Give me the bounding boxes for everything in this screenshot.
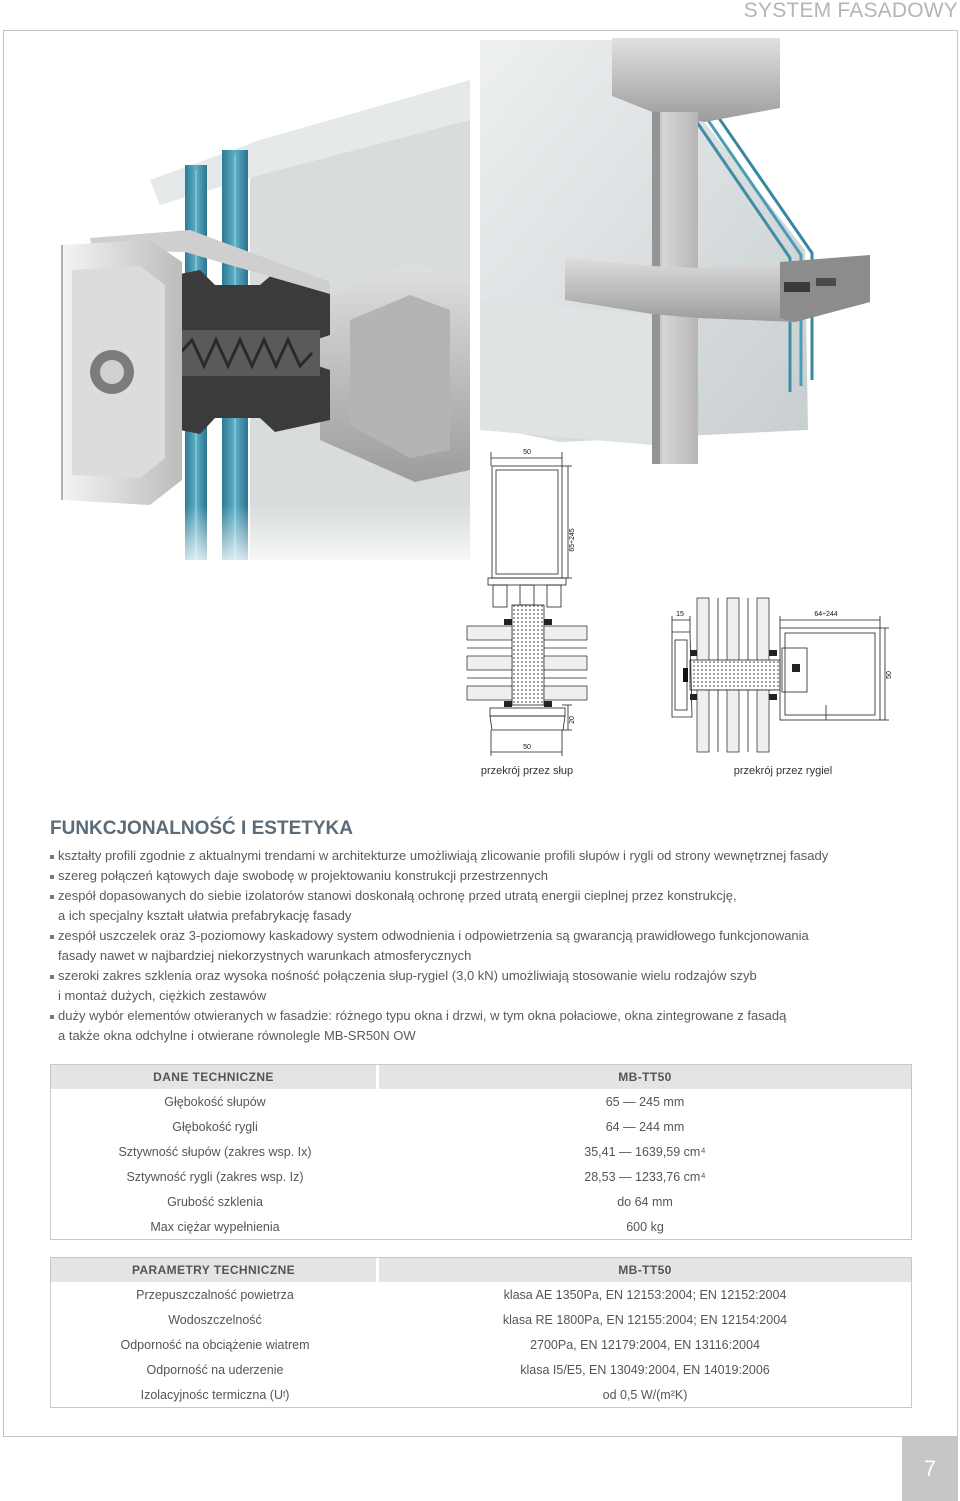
cross-section-drawings <box>440 440 910 770</box>
row-label: Wodoszczelność <box>168 1312 262 1327</box>
transom-section <box>672 598 893 752</box>
table-header-cell: DANE TECHNICZNE <box>51 1065 376 1089</box>
column-leg <box>547 585 561 607</box>
row-value: klasa AE 1350Pa, EN 12153:2004; EN 12152:2004 <box>503 1287 787 1302</box>
row-label: Max ciężar wypełnienia <box>150 1219 280 1234</box>
row-label: Odporność na obciążenie wiatrem <box>120 1337 310 1352</box>
row-label <box>51 1382 379 1407</box>
table-header-cell: MB-TT50 <box>379 1258 911 1282</box>
features-heading: FUNKCJONALNOŚĆ I ESTETYKA <box>50 818 353 839</box>
gasket <box>544 701 552 707</box>
dimension-label: 20 <box>569 716 576 724</box>
transom-gasket <box>816 278 836 286</box>
row-label-subscript: f <box>283 1390 286 1399</box>
table-row <box>51 1139 911 1164</box>
pressure-plate <box>490 708 565 716</box>
table-row <box>51 1089 911 1114</box>
table-row <box>51 1214 911 1239</box>
table-row <box>51 1382 911 1407</box>
list-item-text: fasady nawet w najbardziej niekorzystnych warunkach atmosferycznych <box>58 948 472 963</box>
technical-data-table <box>50 1064 912 1240</box>
column-section <box>467 449 587 756</box>
list-item <box>50 886 930 926</box>
dimension-label: 15 <box>676 611 684 618</box>
gasket <box>769 694 777 700</box>
thermal-insulator <box>690 660 780 690</box>
list-item <box>50 866 930 886</box>
row-label-text: Izolacyjnośc termiczna (U <box>140 1387 283 1402</box>
column-tube-outer <box>492 466 562 578</box>
row-value: 35,41 — 1639,59 cm⁴ <box>584 1144 706 1159</box>
row-value: 2700Pa, EN 12179:2004, EN 13116:2004 <box>530 1337 760 1352</box>
table-row <box>51 1357 911 1382</box>
technical-parameters-table <box>50 1257 912 1408</box>
list-item-text: duży wybór elementów otwieranych w fasadzie: różnego typu okna i drzwi, w tym okna połaciowe, okna zintegrowane z fasadą <box>58 1008 787 1023</box>
table-header-cell: PARAMETRY TECHNICZNE <box>51 1258 376 1282</box>
row-label: Głębokość słupów <box>164 1094 266 1109</box>
glass-pane <box>467 626 512 640</box>
list-item-text: a także okna odchylne i otwierane równolegle MB-SR50N OW <box>58 1028 416 1043</box>
lower-glass-pane <box>480 300 652 445</box>
table-row <box>51 1114 911 1139</box>
row-label: Grubość szklenia <box>167 1194 263 1209</box>
row-value: 600 kg <box>626 1219 664 1234</box>
transom-tube-outer <box>780 628 880 720</box>
gasket <box>544 619 552 625</box>
section-title: SYSTEM FASADOWY <box>743 0 958 22</box>
list-item-text: zespół dopasowanych do siebie izolatorów stanowi doskonałą ochronę przed utratą energii cieplnej przez konstrukcję, <box>58 888 737 903</box>
list-item <box>50 926 930 966</box>
gasket <box>683 668 688 682</box>
table-header-row <box>51 1065 911 1089</box>
table-row <box>51 1332 911 1357</box>
row-value: 28,53 — 1233,76 cm⁴ <box>584 1169 706 1184</box>
column-leg <box>493 585 507 607</box>
dimension-label: 50 <box>523 449 531 456</box>
dimension-label: 50 <box>523 744 531 751</box>
transom-gasket <box>784 282 810 292</box>
list-item-text: i montaż dużych, ciężkich zestawów <box>58 988 267 1003</box>
list-item <box>50 1006 930 1046</box>
list-item-text: zespół uszczelek oraz 3-poziomowy kaskadowy system odwodnienia i odpowietrzenia są gwarancją prawidłowego funkcjonowania <box>58 928 809 943</box>
list-item <box>50 846 930 866</box>
gasket <box>769 650 777 656</box>
gasket <box>504 701 512 707</box>
thermal-insulator <box>512 605 544 705</box>
dimension-label: 64÷244 <box>814 611 838 618</box>
row-value: 65 — 245 mm <box>605 1094 685 1109</box>
gasket <box>690 694 697 700</box>
gasket <box>504 619 512 625</box>
row-label: Przepuszczalność powietrza <box>136 1287 294 1302</box>
table-row <box>51 1282 911 1307</box>
list-item-text: szereg połączeń kątowych daje swobodę w projektowaniu konstrukcji przestrzennych <box>58 868 548 883</box>
bullet-icon <box>50 895 54 899</box>
table-row <box>51 1189 911 1214</box>
table-row <box>51 1307 911 1332</box>
list-item-text: kształty profili zgodnie z aktualnymi trendami w architekturze umożliwiają zlicowanie profili słupów i rygli od strony wewnętrznej fasady <box>58 848 829 863</box>
glass-pane <box>467 686 512 700</box>
column-flange <box>488 578 566 585</box>
list-item-text: szeroki zakres szklenia oraz wysoka nośność połączenia słup-rygiel (3,0 kN) umożliwiają stosowanie wielu rodzajów szyb <box>58 968 757 983</box>
caption-column-section: przekrój przez słup <box>480 765 574 777</box>
row-value: klasa I5/E5, EN 13049:2004, EN 14019:2006 <box>520 1362 770 1377</box>
transom-tube-inner <box>785 633 875 715</box>
caption-transom-section: przekrój przez rygiel <box>733 765 833 777</box>
column-tube-inner <box>496 470 558 574</box>
screw-center <box>100 360 124 384</box>
cover-cap <box>490 716 565 730</box>
bullet-icon <box>50 975 54 979</box>
features-list <box>50 846 930 1046</box>
glass-pane <box>544 656 587 670</box>
list-item-text: a ich specjalny kształt ułatwia prefabrykację fasady <box>58 908 352 923</box>
table-header-cell: MB-TT50 <box>379 1065 911 1089</box>
row-label: Sztywność rygli (zakres wsp. Iz) <box>126 1169 304 1184</box>
row-value: do 64 mm <box>617 1194 673 1209</box>
bullet-icon <box>50 1015 54 1019</box>
row-value: od 0,5 W/(m²K) <box>602 1387 688 1402</box>
render-fade <box>40 505 480 575</box>
page-number: 7 <box>902 1437 958 1501</box>
row-value: 64 — 244 mm <box>605 1119 685 1134</box>
row-value: klasa RE 1800Pa, EN 12155:2004; EN 12154:2004 <box>502 1312 788 1327</box>
glass-pane <box>544 686 587 700</box>
table-row <box>51 1164 911 1189</box>
table-header-row <box>51 1258 911 1282</box>
bullet-icon <box>50 855 54 859</box>
dimension-label: 65÷245 <box>569 528 576 552</box>
row-label: Głębokość rygli <box>172 1119 258 1134</box>
dimension-label: 50 <box>886 671 893 679</box>
bullet-icon <box>50 875 54 879</box>
list-item <box>50 966 930 1006</box>
row-label-suffix: ) <box>285 1387 290 1402</box>
glass-pane <box>544 626 587 640</box>
glass-pane <box>467 656 512 670</box>
screw-channel <box>520 585 534 605</box>
transom-detail <box>792 664 800 672</box>
row-label: Sztywność słupów (zakres wsp. Ix) <box>118 1144 312 1159</box>
row-label: Odporność na uderzenie <box>146 1362 284 1377</box>
bullet-icon <box>50 935 54 939</box>
gasket <box>690 650 697 656</box>
